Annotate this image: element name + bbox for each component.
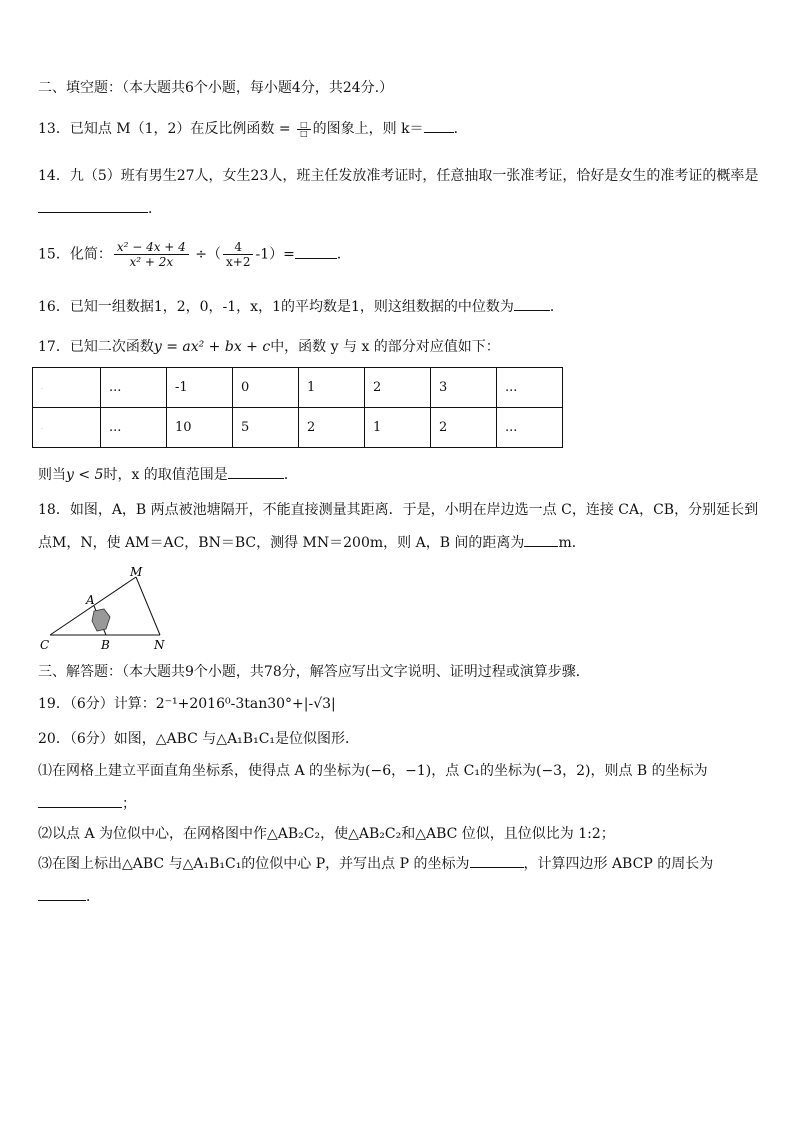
q15-den2: x+2: [226, 255, 251, 269]
question-14: [38, 166, 758, 186]
table-cell: -1: [167, 368, 233, 408]
q14-answer-blank[interactable]: [38, 198, 148, 213]
q16-end: ．: [549, 299, 564, 315]
pond-triangle-figure: [36, 565, 176, 655]
table-cell: ...: [497, 408, 563, 448]
q17-question-line: [38, 464, 298, 485]
question-16: [38, 296, 564, 317]
q18-line2-end: m．: [558, 535, 586, 551]
question-18-line1: 18．如图，A，B 两点被池塘隔开，不能直接测量其距离．于是，小明在岸边选一点 C，连接 CA，CB，分别延长到: [38, 502, 759, 518]
q17-after-post: 时，x 的取值范围是: [103, 467, 228, 483]
q15-num1: x² − 4x + 4: [114, 240, 189, 255]
table-cell: ...: [497, 368, 563, 408]
q15-post: -1）=: [255, 246, 295, 263]
label-M: M: [130, 565, 143, 579]
q15-den1: x² + 2x: [129, 255, 174, 269]
question-15: [38, 240, 351, 269]
table-cell: 10: [167, 408, 233, 448]
table-cell: 3: [431, 368, 497, 408]
q13-fraction: [297, 121, 311, 138]
q15-pre: 15．化简：: [38, 246, 112, 263]
q13-end: ．: [453, 121, 468, 137]
line-MN: [136, 577, 160, 635]
q17-answer-blank[interactable]: [228, 464, 284, 479]
q18-line2-text: 点M，N，使 AM＝AC，BN＝BC，测得 MN＝200m，则 A，B 间的距离为: [38, 535, 525, 551]
q20-p3-answer-blank-2[interactable]: [38, 886, 86, 901]
q20-part2: ⑵以点 A 为位似中心，在网格图中作△AB₂C₂，使△AB₂C₂和△ABC 位似，且位似比为 1:2；: [38, 826, 615, 842]
q16-answer-blank[interactable]: [514, 296, 550, 311]
q16-text: 16．已知一组数据1，2，0，-1，x，1的平均数是1，则这组数据的中位数为: [38, 299, 514, 315]
table-row-x: [33, 368, 563, 408]
label-A: A: [86, 593, 95, 607]
q13-frac-num: □: [297, 121, 311, 130]
question-13: [38, 118, 468, 139]
table-cell: 2: [365, 368, 431, 408]
table-cell: 2: [431, 408, 497, 448]
question-18-line2: [38, 532, 586, 553]
q17-formula: y = ax² + bx + c: [153, 339, 271, 355]
q15-fraction-1: [114, 240, 189, 269]
q15-fraction-2: [223, 240, 253, 269]
q20-p1-end: ；: [122, 796, 136, 812]
table-cell: 0: [233, 368, 299, 408]
q17-post: 中，函数 y 与 x 的部分对应值如下：: [270, 339, 500, 355]
label-B: B: [101, 638, 110, 652]
table-cell: .: [33, 368, 101, 408]
q17-after-pre: 则当: [38, 467, 66, 483]
q15-div: ÷（: [190, 246, 221, 263]
label-C: C: [40, 638, 50, 652]
q17-after-formula: y < 5: [66, 467, 104, 483]
q17-after-end: ．: [283, 467, 298, 483]
q20-p3-mid: ，计算四边形 ABCP 的周长为: [523, 856, 714, 872]
q15-num2: 4: [223, 240, 253, 255]
q20-part3-answer-line: [38, 886, 100, 907]
section-3-heading: 三、解答题：（本大题共9个小题，共78分，解答应写出文字说明、证明过程或演算步骤．: [38, 664, 590, 680]
q14-text: 14．九（5）班有男生27人，女生23人，班主任发放准考证时，任意抽取一张准考证，恰好是女生的准考证的概率是: [38, 168, 759, 184]
q20-part1: ⑴在网格上建立平面直角坐标系，使得点 A 的坐标为(−6，−1)，点 C₁的坐标为(−3，2)，则点 B 的坐标为: [38, 763, 708, 779]
table-row-y: [33, 408, 563, 448]
section-2-heading: 二、填空题：（本大题共6个小题，每小题4分，共24分.）: [38, 80, 394, 96]
table-cell: 1: [365, 408, 431, 448]
table-cell: .: [33, 408, 101, 448]
q13-pre: 13．已知点 M（1，2）在反比例函数: [38, 121, 275, 137]
question-17: [38, 337, 500, 357]
label-N: N: [154, 638, 165, 652]
table-cell: ...: [101, 368, 167, 408]
question-20-intro: 20．（6分）如图，△ABC 与△A₁B₁C₁是位似图形．: [38, 731, 360, 747]
q13-answer-blank[interactable]: [424, 118, 454, 133]
q17-pre: 17．已知二次函数: [38, 339, 154, 355]
table-cell: ...: [101, 408, 167, 448]
table-cell: 1: [299, 368, 365, 408]
q20-p1-answer-blank[interactable]: [38, 793, 122, 808]
q20-part1-answer-line: [38, 793, 136, 814]
q18-answer-blank[interactable]: [524, 532, 558, 547]
q14-end: ．: [148, 201, 162, 217]
q15-answer-blank[interactable]: [295, 244, 337, 259]
q17-value-table: [32, 367, 563, 448]
q14-answer-line: [38, 198, 162, 219]
table-cell: 5: [233, 408, 299, 448]
question-19: 19．（6分）计算：2⁻¹+2016⁰-3tan30°+|-√3|: [38, 696, 336, 712]
q13-mid: =: [274, 121, 296, 137]
pond-shape: [92, 609, 110, 631]
q20-p3-pre: ⑶在图上标出△ABC 与△A₁B₁C₁的位似中心 P，并写出点 P 的坐标为: [38, 856, 470, 872]
q20-p3-answer-blank-1[interactable]: [470, 853, 524, 868]
q13-frac-den: □: [300, 128, 308, 138]
q20-p3-end: ．: [86, 889, 100, 905]
q20-part3: [38, 853, 713, 874]
q15-end: ．: [336, 246, 351, 263]
q13-post: 的图象上，则 k＝: [312, 121, 424, 137]
table-cell: 2: [299, 408, 365, 448]
